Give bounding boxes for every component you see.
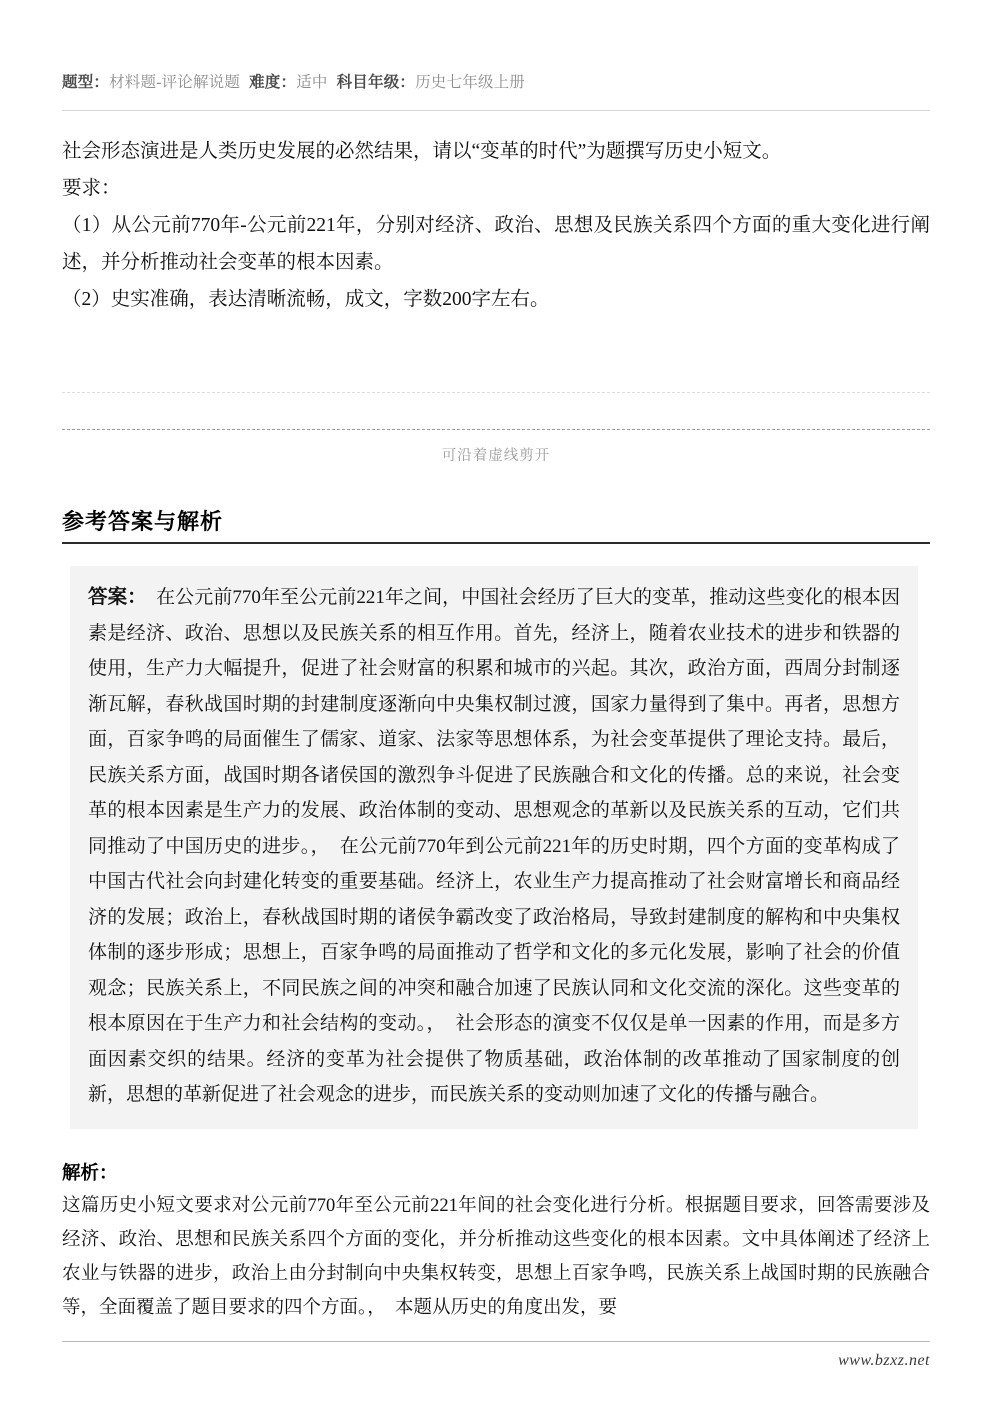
header-divider	[62, 110, 930, 111]
answer-section-header	[62, 507, 930, 544]
footer-watermark-url: www.bzxz.net	[838, 1352, 930, 1369]
answer-section-title: 参考答案与解析	[62, 509, 224, 534]
analysis-section	[62, 1159, 930, 1325]
cut-line-lower	[62, 429, 930, 430]
question-body	[62, 133, 930, 318]
question-type-label: 题型：	[62, 74, 110, 91]
analysis-label: 解析：	[62, 1163, 118, 1184]
subject-grade-value: 历史七年级上册	[415, 74, 526, 91]
answer-paragraph	[88, 580, 900, 1113]
page-footer	[62, 1341, 930, 1370]
answer-box	[70, 566, 918, 1129]
question-stem: 社会形态演进是人类历史发展的必然结果，请以“变革的时代”为题撰写历史小短文。	[62, 141, 782, 162]
question-requirements-label: 要求：	[62, 178, 121, 199]
question-requirement-1: （1）从公元前770年-公元前221年，分别对经济、政治、思想及民族关系四个方面的重大变化进行阐述，并分析推动社会变革的根本因素。	[62, 215, 930, 273]
answer-label: 答案：	[88, 587, 137, 608]
cut-line-upper	[62, 392, 930, 393]
subject-grade-label: 科目年级：	[336, 74, 416, 91]
question-meta-bar	[62, 0, 930, 94]
cut-hint-text: 可沿着虚线剪开	[441, 448, 551, 464]
difficulty-value: 适中	[296, 74, 328, 91]
question-type-value: 材料题-评论解说题	[109, 74, 241, 91]
difficulty-label: 难度：	[249, 74, 297, 91]
blank-writing-area	[62, 318, 930, 392]
answer-section-divider	[62, 542, 930, 544]
analysis-content: 这篇历史小短文要求对公元前770年至公元前221年间的社会变化进行分析。根据题目要求，回答需要涉及经济、政治、思想和民族关系四个方面的变化，并分析推动这些变化的根本因素。文中具体阐述了经济上农业与铁器的进步，政治上由分封制向中央集权转变，思想上百家争鸣，民族关系上战国时期的民族融合等，全面覆盖了题目要求的四个方面。， 本题从历史的角度出发，要	[62, 1195, 930, 1318]
answer-content: 在公元前770年至公元前221年之间，中国社会经历了巨大的变革，推动这些变化的根本因素是经济、政治、思想以及民族关系的相互作用。首先，经济上，随着农业技术的进步和铁器的使用，生产力大幅提升，促进了社会财富的积累和城市的兴起。其次，政治方面，西周分封制逐渐瓦解，春秋战国时期的封建制度逐渐向中央集权制过渡，国家力量得到了集中。再者，思想方面，百家争鸣的局面催生了儒家、道家、法家等思想体系，为社会变革提供了理论支持。最后，民族关系方面，战国时期各诸侯国的激烈争斗促进了民族融合和文化的传播。总的来说，社会变革的根本因素是生产力的发展、政治体制的变动、思想观念的革新以及民族关系的互动，它们共同推动了中国历史的进步。， 在公元前770年到公元前221年的历史时期，四个方面的变革构成了中国古代社会向封建化转变的重要基础。经济上，农业生产力提高推动了社会财富增长和商品经济的发展；政治上，春秋战国时期的诸侯争霸改变了政治格局，导致封建制度的解构和中央集权体制的逐步形成；思想上，百家争鸣的局面推动了哲学和文化的多元化发展，影响了社会的价值观念；民族关系上，不同民族之间的冲突和融合加速了民族认同和文化交流的深化。这些变革的根本原因在于生产力和社会结构的变动。， 社会形态的演变不仅仅是单一因素的作用，而是多方面因素交织的结果。经济的变革为社会提供了物质基础，政治体制的改革推动了国家制度的创新，思想的革新促进了社会观念的进步，而民族关系的变动则加速了文化的传播与融合。	[88, 587, 900, 1105]
question-requirement-2: （2）史实准确，表达清晰流畅，成文，字数200字左右。	[62, 289, 550, 310]
footer-divider	[62, 1341, 930, 1342]
